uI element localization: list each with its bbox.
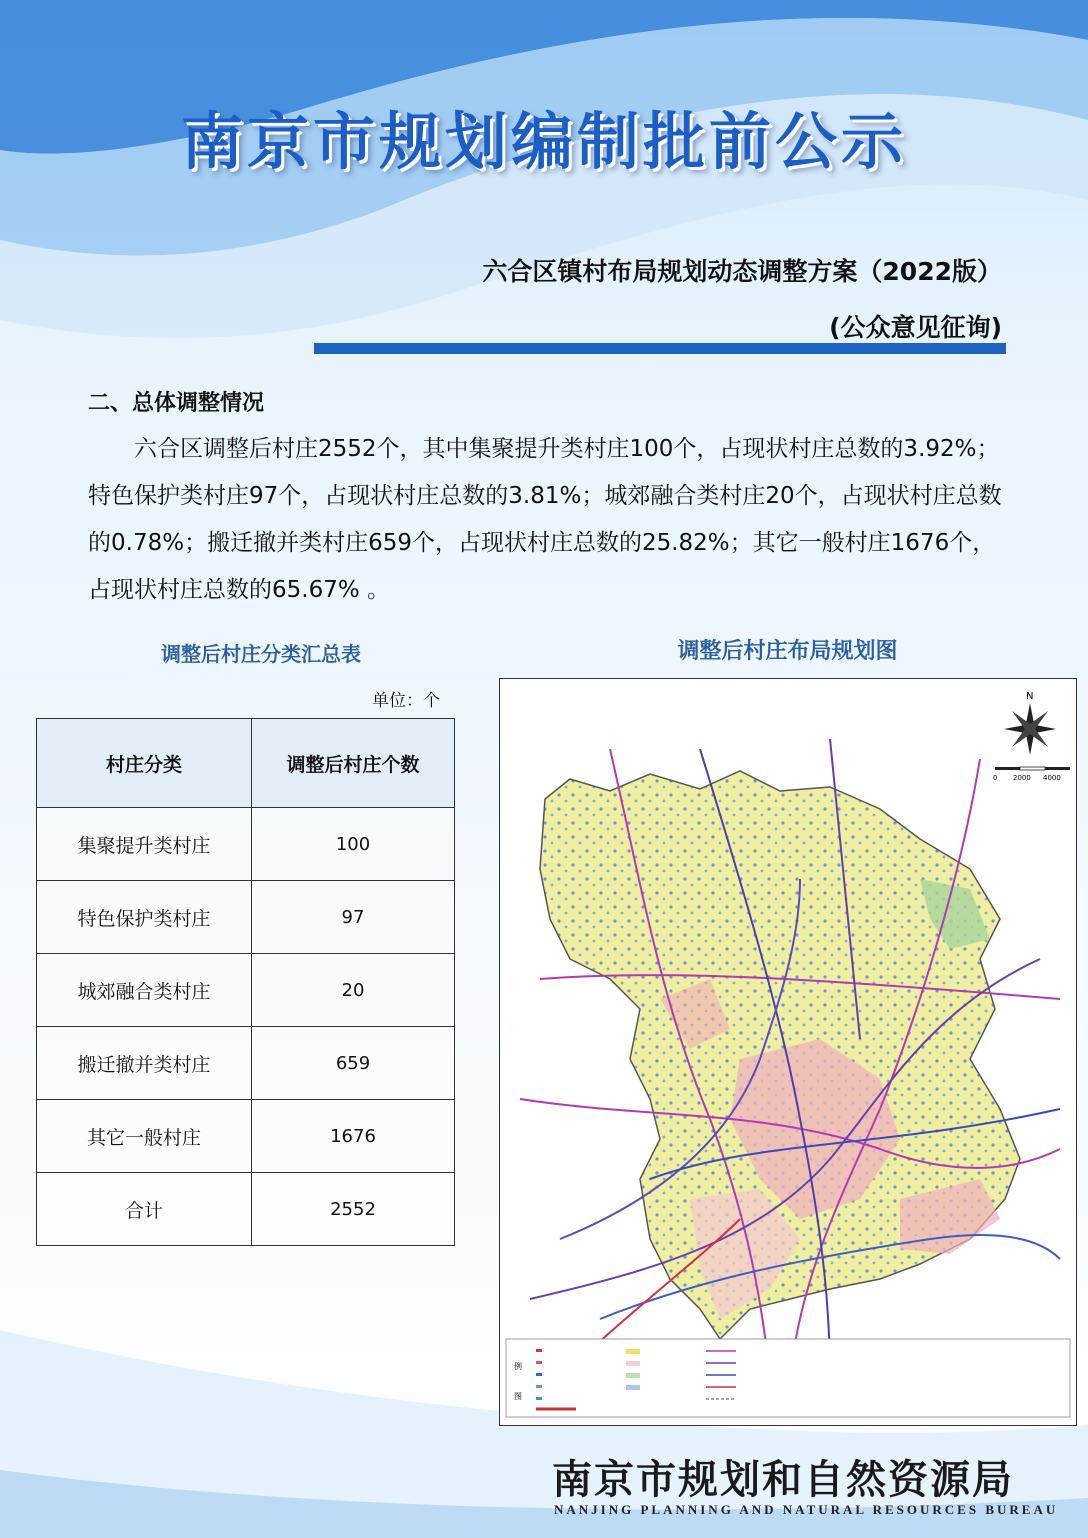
bureau-name: 南京市规划和自然资源局 — [552, 1456, 1014, 1503]
north-label: N — [1026, 691, 1034, 702]
table-header-row — [37, 719, 455, 808]
row-count: 2552 — [252, 1173, 455, 1246]
bureau-english-name: NANJING PLANNING AND NATURAL RESOURCES BUREAU — [554, 1502, 1059, 1517]
title-underline-bar — [314, 343, 1006, 354]
legend-side-label: 图 — [514, 1392, 522, 1401]
scale-label: 0 — [993, 774, 998, 782]
main-title: 南京市规划编制批前公示 — [180, 105, 907, 178]
table-row — [37, 881, 455, 954]
table-row-total — [37, 1173, 455, 1246]
table-row — [37, 954, 455, 1027]
row-category: 其它一般村庄 — [37, 1100, 252, 1173]
table-row — [37, 1100, 455, 1173]
row-category: 城郊融合类村庄 — [37, 954, 252, 1027]
row-count: 97 — [252, 881, 455, 954]
row-count: 20 — [252, 954, 455, 1027]
village-summary-table — [36, 718, 455, 1246]
table-unit-label: 单位：个 — [372, 691, 440, 711]
row-count: 1676 — [252, 1100, 455, 1173]
consultation-subtitle: (公众意见征询) — [829, 313, 1002, 342]
planning-map — [499, 678, 1077, 1426]
row-category: 搬迁撤并类村庄 — [37, 1027, 252, 1100]
row-category: 合计 — [37, 1173, 252, 1246]
planning-map-graphic — [500, 679, 1076, 1425]
legend-side-label: 例 — [514, 1362, 522, 1371]
section-heading: 二、总体调整情况 — [88, 391, 265, 416]
scale-label: 4000 — [1043, 774, 1061, 782]
plan-subtitle: 六合区镇村布局规划动态调整方案（2022版） — [482, 257, 1002, 286]
table-row — [37, 1027, 455, 1100]
scale-label: 2000 — [1013, 774, 1031, 782]
map-title: 调整后村庄布局规划图 — [677, 639, 898, 664]
row-count: 100 — [252, 808, 455, 881]
map-legend — [506, 1339, 1070, 1417]
row-count: 659 — [252, 1027, 455, 1100]
north-arrow — [1004, 691, 1056, 755]
header-category: 村庄分类 — [37, 719, 252, 808]
table-row — [37, 808, 455, 881]
row-category: 集聚提升类村庄 — [37, 808, 252, 881]
table-title: 调整后村庄分类汇总表 — [161, 642, 361, 666]
header-count: 调整后村庄个数 — [252, 719, 455, 808]
row-category: 特色保护类村庄 — [37, 881, 252, 954]
section-body-text: 六合区调整后村庄2552个，其中集聚提升类村庄100个，占现状村庄总数的3.92%；特色保护类村庄97个，占现状村庄总数的3.81%；城郊融合类村庄20个，占现状村庄总数的0.78%；搬迁撤并类村庄659个，占现状村庄总数的25.82%；其它一般村庄1676个，占现状村庄总数的65.67% 。 — [88, 436, 1002, 603]
scale-bar — [993, 767, 1070, 782]
